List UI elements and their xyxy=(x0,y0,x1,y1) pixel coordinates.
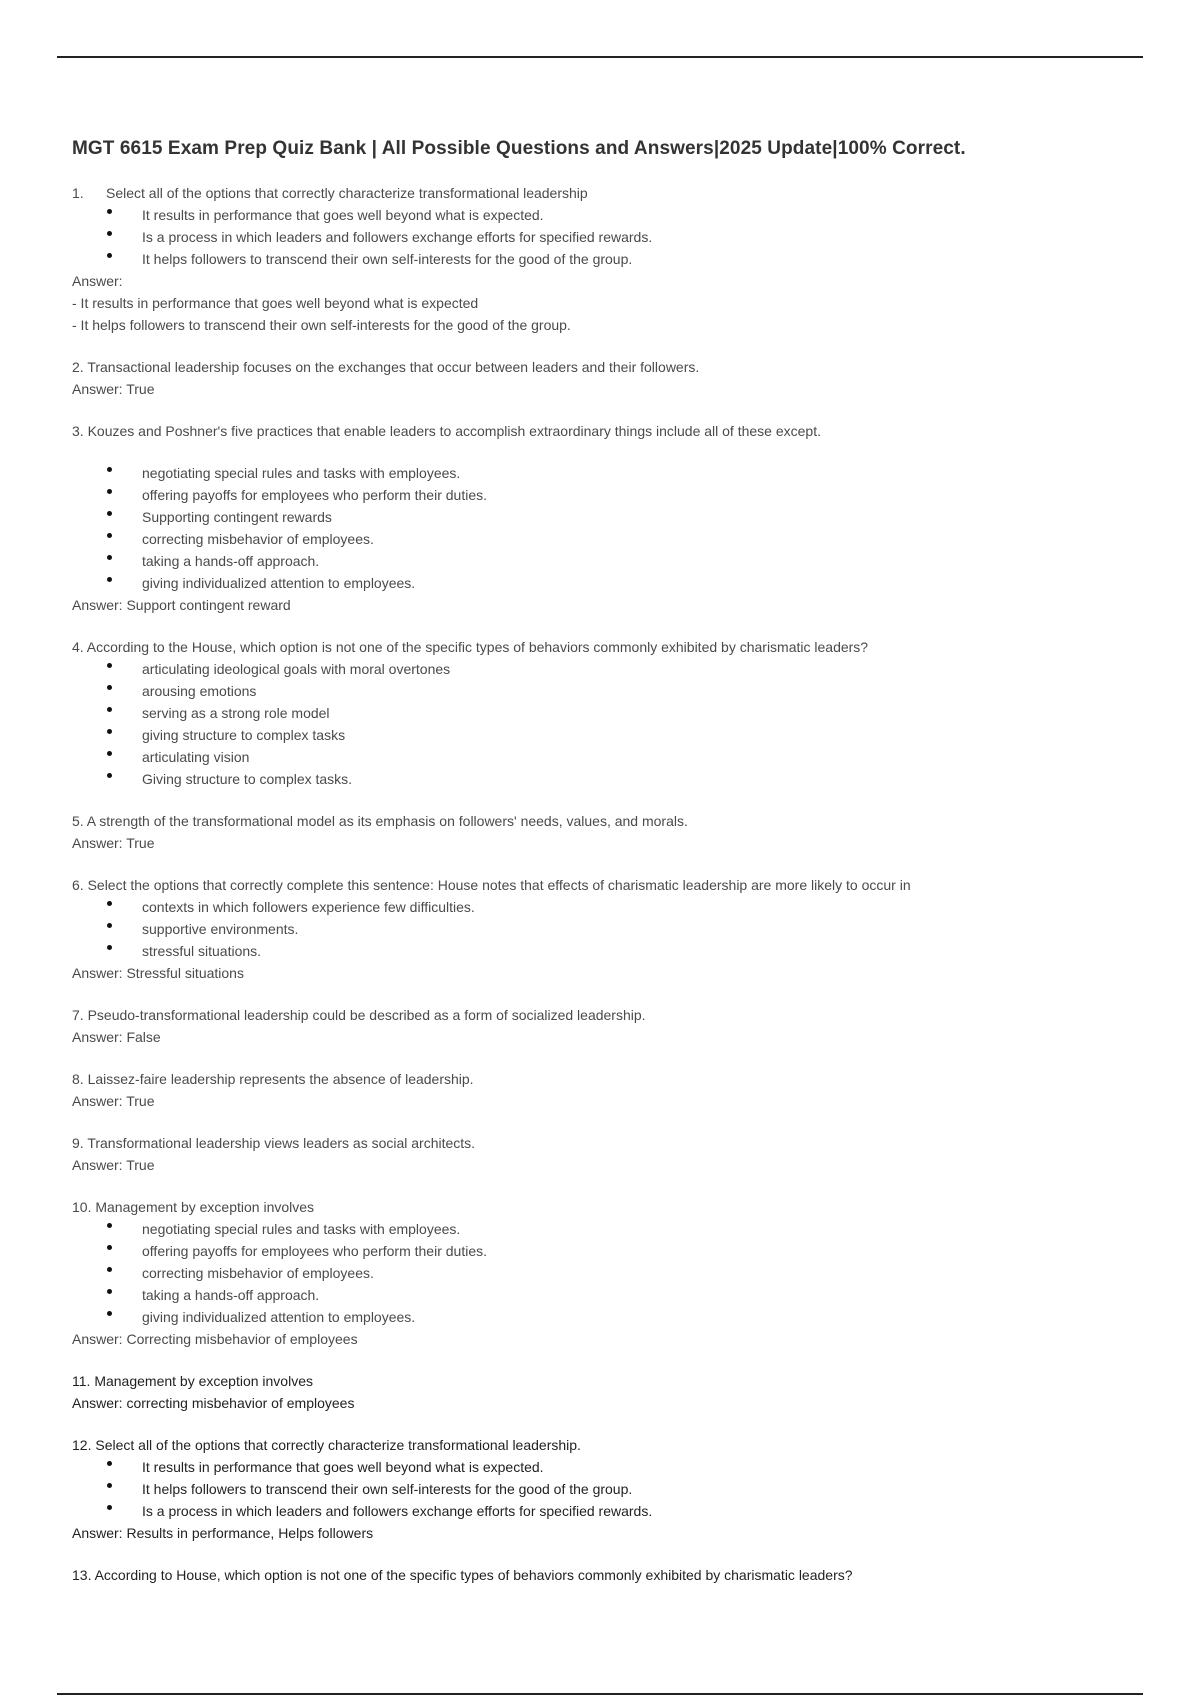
option-list xyxy=(72,1218,1132,1328)
option-item: offering payoffs for employees who perform their duties. xyxy=(142,484,1132,506)
option-list xyxy=(72,204,1132,270)
question-5 xyxy=(72,810,1132,854)
answer-label: Answer: xyxy=(72,273,123,289)
question-text: 7. Pseudo-transformational leadership could be described as a form of socialized leadership. xyxy=(72,1007,646,1023)
question-1 xyxy=(72,182,1132,336)
question-13 xyxy=(72,1564,1132,1586)
question-2 xyxy=(72,356,1132,400)
option-list xyxy=(72,896,1132,962)
answer: Answer: False xyxy=(72,1029,161,1045)
question-text: 3. Kouzes and Poshner's five practices that enable leaders to accomplish extraordinary things include all of these except. xyxy=(72,423,821,439)
answer: Answer: Support contingent reward xyxy=(72,597,291,613)
option-item: offering payoffs for employees who perform their duties. xyxy=(142,1240,1132,1262)
option-item: supportive environments. xyxy=(142,918,1132,940)
option-list xyxy=(72,462,1132,594)
question-text: 12. Select all of the options that correctly characterize transformational leadership. xyxy=(72,1437,581,1453)
answer-line: - It results in performance that goes well beyond what is expected xyxy=(72,295,479,311)
option-item: correcting misbehavior of employees. xyxy=(142,528,1132,550)
question-text: 8. Laissez-faire leadership represents the absence of leadership. xyxy=(72,1071,474,1087)
option-item: serving as a strong role model xyxy=(142,702,1132,724)
question-10 xyxy=(72,1196,1132,1350)
option-item: arousing emotions xyxy=(142,680,1132,702)
question-3 xyxy=(72,420,1132,616)
option-item: giving individualized attention to employees. xyxy=(142,572,1132,594)
option-list xyxy=(72,1456,1132,1522)
question-text: 2. Transactional leadership focuses on the exchanges that occur between leaders and their followers. xyxy=(72,359,700,375)
top-rule xyxy=(57,56,1143,58)
spacer xyxy=(72,442,1132,462)
answer: Answer: Correcting misbehavior of employees xyxy=(72,1331,358,1347)
bottom-rule xyxy=(57,1693,1143,1695)
answer: Answer: Results in performance, Helps followers xyxy=(72,1525,374,1541)
answer-line: - It helps followers to transcend their own self-interests for the good of the group. xyxy=(72,317,571,333)
answer: Answer: True xyxy=(72,1093,155,1109)
option-item: contexts in which followers experience few difficulties. xyxy=(142,896,1132,918)
option-item: Giving structure to complex tasks. xyxy=(142,768,1132,790)
option-item: It results in performance that goes well beyond what is expected. xyxy=(142,1456,1132,1478)
question-text: 9. Transformational leadership views leaders as social architects. xyxy=(72,1135,476,1151)
option-item: articulating vision xyxy=(142,746,1132,768)
question-text: 4. According to the House, which option is not one of the specific types of behaviors commonly exhibited by charismatic leaders? xyxy=(72,639,869,655)
option-item: Supporting contingent rewards xyxy=(142,506,1132,528)
option-item: taking a hands-off approach. xyxy=(142,1284,1132,1306)
option-item: giving structure to complex tasks xyxy=(142,724,1132,746)
option-item: Is a process in which leaders and followers exchange efforts for specified rewards. xyxy=(142,1500,1132,1522)
question-text: 13. According to House, which option is not one of the specific types of behaviors commonly exhibited by charismatic leaders? xyxy=(72,1567,853,1583)
answer: Answer: correcting misbehavior of employees xyxy=(72,1395,355,1411)
answer: Answer: True xyxy=(72,835,155,851)
question-text: 5. A strength of the transformational model as its emphasis on followers' needs, values, and morals. xyxy=(72,813,688,829)
option-item: stressful situations. xyxy=(142,940,1132,962)
option-item: articulating ideological goals with moral overtones xyxy=(142,658,1132,680)
document-title: MGT 6615 Exam Prep Quiz Bank | All Possible Questions and Answers|2025 Update|100% Correct. xyxy=(72,138,966,159)
answer: Answer: Stressful situations xyxy=(72,965,244,981)
question-9 xyxy=(72,1132,1132,1176)
option-item: negotiating special rules and tasks with employees. xyxy=(142,462,1132,484)
option-item: It results in performance that goes well beyond what is expected. xyxy=(142,204,1132,226)
option-item: giving individualized attention to employees. xyxy=(142,1306,1132,1328)
option-item: It helps followers to transcend their own self-interests for the good of the group. xyxy=(142,1478,1132,1500)
question-text: 6. Select the options that correctly complete this sentence: House notes that effects of charismatic leadership are more likely to occur in xyxy=(72,877,911,893)
question-8 xyxy=(72,1068,1132,1112)
question-number: 1. xyxy=(72,185,84,201)
question-text: Select all of the options that correctly characterize transformational leadership xyxy=(106,185,588,201)
question-6 xyxy=(72,874,1132,984)
question-12 xyxy=(72,1434,1132,1544)
question-7 xyxy=(72,1004,1132,1048)
option-item: taking a hands-off approach. xyxy=(142,550,1132,572)
answer: Answer: True xyxy=(72,381,155,397)
question-text: 11. Management by exception involves xyxy=(72,1373,313,1389)
question-11 xyxy=(72,1370,1132,1414)
option-item: Is a process in which leaders and followers exchange efforts for specified rewards. xyxy=(142,226,1132,248)
answer: Answer: True xyxy=(72,1157,155,1173)
option-item: correcting misbehavior of employees. xyxy=(142,1262,1132,1284)
document-body xyxy=(72,138,1132,1606)
option-list xyxy=(72,658,1132,790)
question-4 xyxy=(72,636,1132,790)
question-text: 10. Management by exception involves xyxy=(72,1199,315,1215)
option-item: It helps followers to transcend their own self-interests for the good of the group. xyxy=(142,248,1132,270)
option-item: negotiating special rules and tasks with employees. xyxy=(142,1218,1132,1240)
